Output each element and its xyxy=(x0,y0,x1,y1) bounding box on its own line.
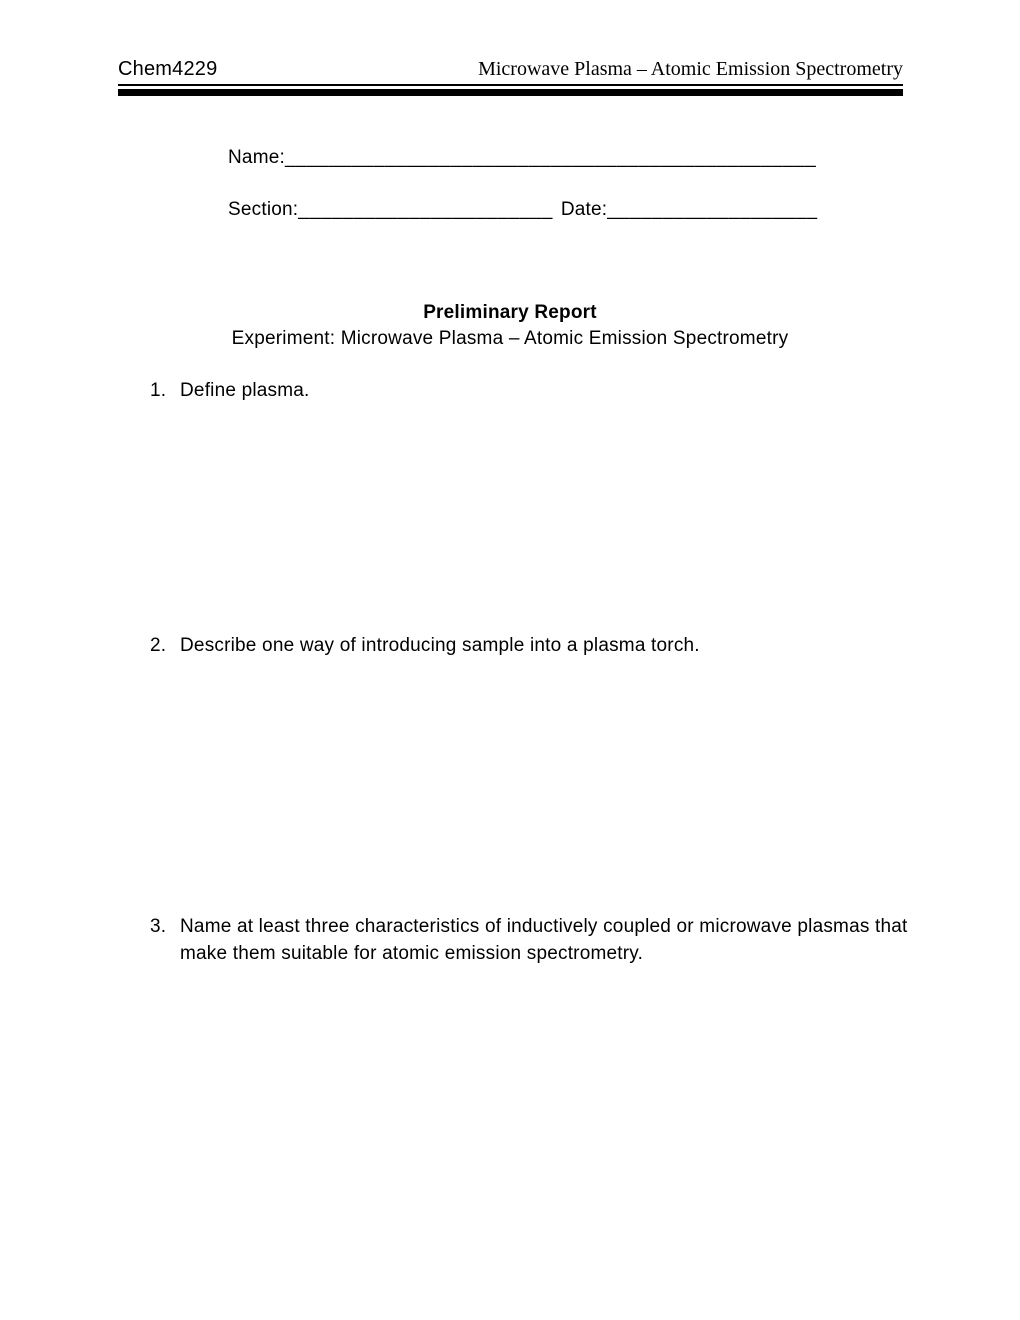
header-rule-thin xyxy=(118,84,903,86)
header-rule-thick xyxy=(118,89,903,96)
question-2-text: Describe one way of introducing sample into a plasma torch. xyxy=(180,635,700,656)
course-code: Chem4229 xyxy=(118,58,218,80)
question-1 xyxy=(150,377,310,404)
header-title: Microwave Plasma – Atomic Emission Spectrometry xyxy=(478,58,903,80)
question-3 xyxy=(150,913,908,967)
section-date-field-row xyxy=(228,199,818,221)
name-label: Name: xyxy=(228,147,285,168)
report-title: Preliminary Report xyxy=(423,302,597,323)
name-blank-line: ________________________________________________ xyxy=(284,147,817,168)
report-subtitle: Experiment: Microwave Plasma – Atomic Emission Spectrometry xyxy=(231,328,789,349)
question-1-text: Define plasma. xyxy=(180,380,310,401)
section-blank-line: _______________________ xyxy=(298,199,553,220)
question-2 xyxy=(150,632,700,659)
section-label: Section: xyxy=(228,199,299,220)
question-1-number: 1. xyxy=(150,380,167,401)
page-header xyxy=(118,58,903,81)
date-label: Date: xyxy=(560,199,608,220)
question-3-text-line-1: Name at least three characteristics of inductively coupled or microwave plasmas that xyxy=(180,916,908,937)
question-3-number: 3. xyxy=(150,916,167,937)
name-field-row xyxy=(228,147,816,169)
date-blank-line: ___________________ xyxy=(607,199,818,220)
question-3-text-line-2: make them suitable for atomic emission spectrometry. xyxy=(180,943,644,964)
question-2-number: 2. xyxy=(150,635,167,656)
